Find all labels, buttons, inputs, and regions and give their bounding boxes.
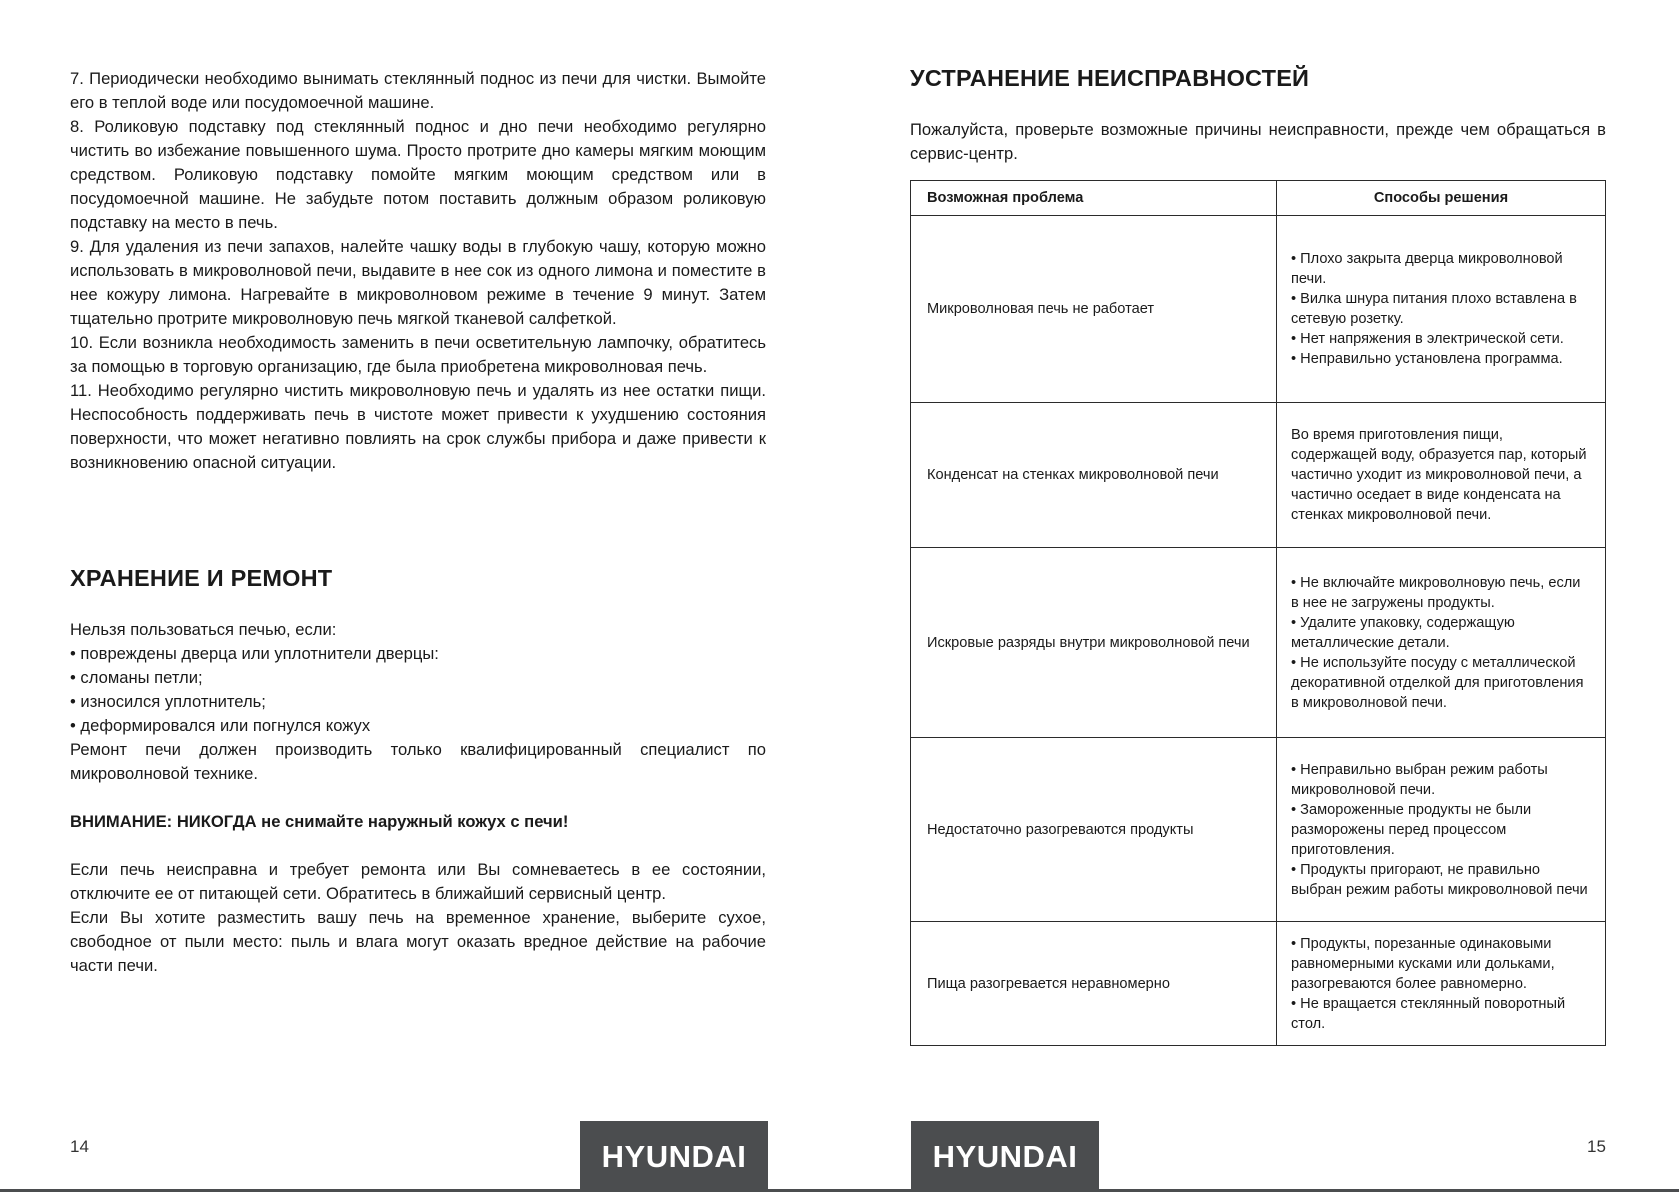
troubleshooting-intro: Пожалуйста, проверьте возможные причины неисправности, прежде чем обращаться в сервис-центр.: [910, 120, 1606, 163]
solution-item: • Неправильно установлена программа.: [1291, 351, 1563, 367]
right-page: [840, 0, 1679, 1192]
solution-item: Во время приготовления пищи, содержащей воду, образуется пар, который частично уходит из микроволновой печи, а частично оседает в виде конденсата на стенках микроволновой печи.: [1291, 427, 1587, 523]
page-number: 14: [70, 1137, 89, 1156]
table-row: [911, 403, 1606, 548]
table-row: [911, 216, 1606, 403]
warning-text: ВНИМАНИЕ: НИКОГДА не снимайте наружный кожух с печи!: [70, 812, 569, 831]
solution-item: • Неправильно выбран режим работы микроволновой печи.: [1291, 761, 1548, 798]
paragraph-10: 10. Если возникла необходимость заменить в печи осветительную лампочку, обратитесь за помощью в торговую организацию, где была приобретена микроволновая печь.: [70, 333, 766, 376]
solution-item: • Удалите упаковку, содержащую металлические детали.: [1291, 614, 1515, 651]
storage-intro: Нельзя пользоваться печью, если:: [70, 620, 337, 639]
troubleshooting-table: [910, 180, 1606, 1046]
closing-paragraph: Если Вы хотите разместить вашу печь на временное хранение, выберите сухое, свободное от пыли место: пыль и влага могут оказать вредное действие на рабочие части печи.: [70, 908, 766, 975]
solution-item: • Не используйте посуду с металлической декоративной отделкой для приготовления в микроволновой печи.: [1291, 654, 1584, 711]
hyundai-logo: HYUNDAI: [580, 1121, 768, 1192]
header-solutions: Способы решения: [1277, 181, 1606, 216]
storage-bullet: • деформировался или погнулся кожух: [70, 716, 371, 735]
solutions-cell: [1277, 922, 1606, 1046]
header-problem: Возможная проблема: [911, 181, 1277, 216]
solution-item: • Не включайте микроволновую печь, если в нее не загружены продукты.: [1291, 574, 1581, 611]
table-header-row: [911, 181, 1606, 216]
paragraph-8: 8. Роликовую подставку под стеклянный поднос и дно печи необходимо регулярно чистить во избежание повышенного шума. Просто протрите дно камеры мягким моющим средством. Роликовую подставку помойте мягким моющим средством или в посудомоечной машине. Не забудьте потом поставить должным образом роликовую подставку на место в печь.: [70, 117, 766, 232]
hyundai-logo: HYUNDAI: [911, 1121, 1099, 1192]
solution-item: • Замороженные продукты не были разморожены перед процессом приготовления.: [1291, 801, 1532, 858]
problem-cell: Недостаточно разогреваются продукты: [911, 738, 1277, 922]
storage-section: [70, 618, 766, 978]
storage-title: ХРАНЕНИЕ И РЕМОНТ: [70, 565, 333, 591]
solutions-cell: [1277, 548, 1606, 738]
solution-item: • Продукты, порезанные одинаковыми равномерными кусками или дольками, разогреваются более равномерно.: [1291, 935, 1555, 992]
care-instructions: [70, 67, 766, 475]
solution-item: • Плохо закрыта дверца микроволновой печи.: [1291, 251, 1563, 287]
solution-item: • Продукты пригорают, не правильно выбран режим работы микроволновой печи: [1291, 861, 1588, 898]
table-row: [911, 738, 1606, 922]
problem-cell: Искровые разряды внутри микроволновой печи: [911, 548, 1277, 738]
paragraph-11: 11. Необходимо регулярно чистить микроволновую печь и удалять из нее остатки пищи. Неспособность поддерживать печь в чистоте может привести к ухудшению состояния поверхности, что может негативно повлиять на срок службы прибора и даже привести к возникновению опасной ситуации.: [70, 381, 766, 472]
problem-cell: Микроволновая печь не работает: [911, 216, 1277, 403]
troubleshooting-title: УСТРАНЕНИЕ НЕИСПРАВНОСТЕЙ: [910, 65, 1310, 91]
paragraph-7: 7. Периодически необходимо вынимать стеклянный поднос из печи для чистки. Вымойте его в теплой воде или посудомоечной машине.: [70, 69, 766, 112]
repair-note: Ремонт печи должен производить только квалифицированный специалист по микроволновой технике.: [70, 740, 766, 783]
solutions-cell: [1277, 403, 1606, 548]
problem-cell: Пища разогревается неравномерно: [911, 922, 1277, 1046]
paragraph-9: 9. Для удаления из печи запахов, налейте чашку воды в глубокую чашу, которую можно использовать в микроволновой печи, выдавите в нее сок из одного лимона и поместите в нее кожуру лимона. Нагревайте в микроволновом режиме в течение 9 минут. Затем тщательно протрите микроволновую печь мягкой тканевой салфеткой.: [70, 237, 766, 328]
storage-bullet: • износился уплотнитель;: [70, 692, 266, 711]
table-row: [911, 548, 1606, 738]
solution-item: • Вилка шнура питания плохо вставлена в сетевую розетку.: [1291, 291, 1577, 327]
solutions-cell: [1277, 216, 1606, 403]
solution-item: • Нет напряжения в электрической сети.: [1291, 331, 1564, 347]
spacer: [70, 786, 766, 810]
left-page: [0, 0, 839, 1192]
page-number: 15: [1587, 1137, 1606, 1156]
spacer: [70, 834, 766, 858]
table-row: [911, 922, 1606, 1046]
solution-item: • Не вращается стеклянный поворотный стол.: [1291, 995, 1566, 1032]
problem-cell: Конденсат на стенках микроволновой печи: [911, 403, 1277, 548]
closing-paragraph: Если печь неисправна и требует ремонта или Вы сомневаетесь в ее состоянии, отключите ее от питающей сети. Обратитесь в ближайший сервисный центр.: [70, 860, 766, 903]
solutions-cell: [1277, 738, 1606, 922]
storage-bullet: • повреждены дверца или уплотнители дверцы:: [70, 644, 439, 663]
storage-bullet: • сломаны петли;: [70, 668, 203, 687]
